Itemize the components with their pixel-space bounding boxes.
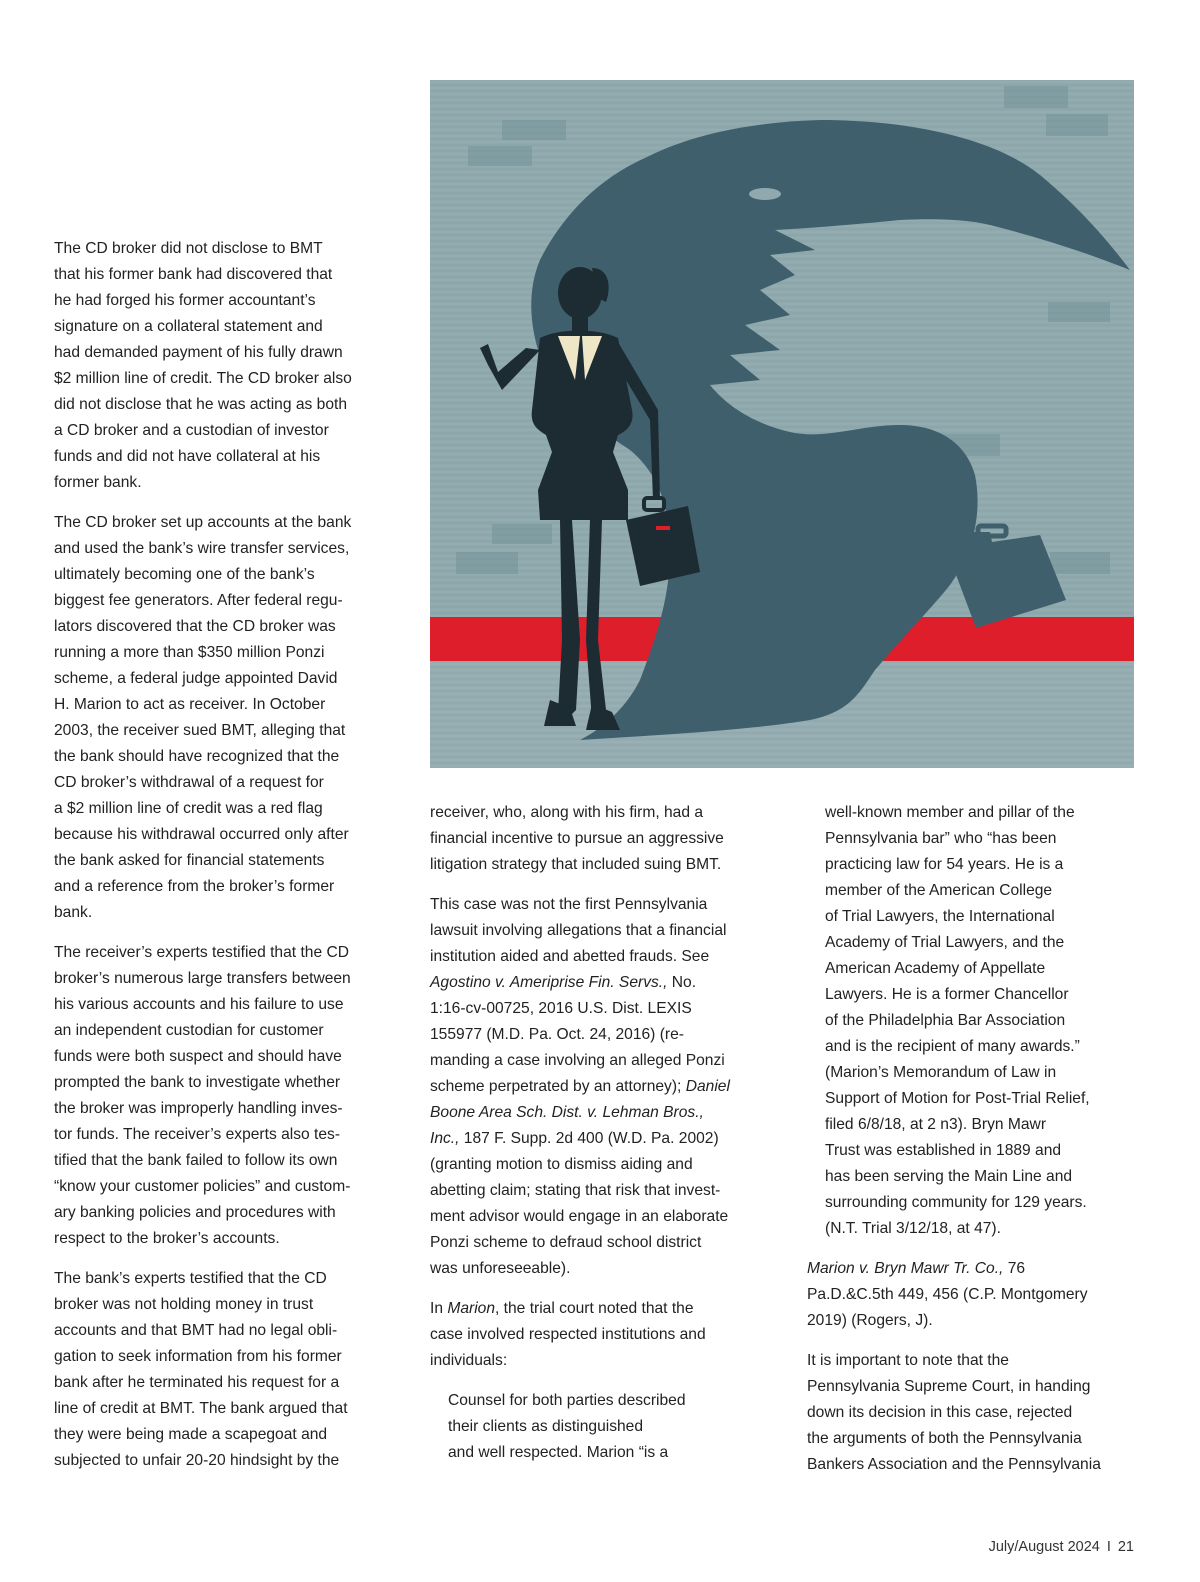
text-line: accounts and that BMT had no legal obli- bbox=[54, 1322, 338, 1339]
text-line: Counsel for both parties described bbox=[448, 1392, 686, 1409]
text-line: “know your customer policies” and custom- bbox=[54, 1178, 351, 1195]
text-fragment: No. bbox=[667, 974, 697, 991]
text-line: subjected to unfair 20-20 hindsight by the bbox=[54, 1452, 340, 1469]
text-line: Lawyers. He is a former Chancellor bbox=[825, 986, 1069, 1003]
text-line: Ponzi scheme to defraud school district bbox=[430, 1234, 702, 1251]
text-line: tified that the bank failed to follow its own bbox=[54, 1152, 338, 1169]
text-line: surrounding community for 129 years. bbox=[825, 1194, 1087, 1211]
text-line: It is important to note that the bbox=[807, 1352, 1009, 1369]
text-line: tor funds. The receiver’s experts also tes- bbox=[54, 1126, 341, 1143]
text-line: CD broker’s withdrawal of a request for bbox=[54, 774, 324, 791]
case-name-daniel-boone-cont: Boone Area Sch. Dist. v. Lehman Bros., bbox=[430, 1104, 704, 1121]
paragraph-cd-broker-disclosure bbox=[54, 236, 394, 496]
paragraph-receiver-experts bbox=[54, 940, 394, 1252]
text-line: was unforeseeable). bbox=[430, 1260, 571, 1277]
text-line: The CD broker did not disclose to BMT bbox=[54, 240, 323, 257]
text-line: funds and did not have collateral at his bbox=[54, 448, 321, 465]
text-line: an independent custodian for customer bbox=[54, 1022, 324, 1039]
text-line: lawsuit involving allegations that a financial bbox=[430, 922, 727, 939]
case-name-daniel-boone: Daniel bbox=[685, 1078, 730, 1095]
text-line bbox=[807, 1256, 1152, 1282]
text-line: a CD broker and a custodian of investor bbox=[54, 422, 329, 439]
text-line: The CD broker set up accounts at the bank bbox=[54, 514, 352, 531]
text-line: signature on a collateral statement and bbox=[54, 318, 323, 335]
text-line: he had forged his former accountant’s bbox=[54, 292, 316, 309]
text-line: because his withdrawal occurred only after bbox=[54, 826, 349, 843]
text-line: (N.T. Trial 3/12/18, at 47). bbox=[825, 1220, 1001, 1237]
text-line: scheme, a federal judge appointed David bbox=[54, 670, 338, 687]
text-line: of the Philadelphia Bar Association bbox=[825, 1012, 1066, 1029]
text-fragment: 76 bbox=[1003, 1260, 1026, 1277]
text-line: a $2 million line of credit was a red flag bbox=[54, 800, 323, 817]
text-line: ultimately becoming one of the bank’s bbox=[54, 566, 315, 583]
text-line: ment advisor would engage in an elaborate bbox=[430, 1208, 729, 1225]
block-quote-continued bbox=[807, 800, 1152, 1242]
text-line bbox=[430, 1074, 775, 1100]
paragraph-bank-experts bbox=[54, 1266, 394, 1474]
text-line: gation to seek information from his former bbox=[54, 1348, 342, 1365]
text-line: (Marion’s Memorandum of Law in bbox=[825, 1064, 1057, 1081]
text-line bbox=[430, 1126, 775, 1152]
text-line: of Trial Lawyers, the International bbox=[825, 908, 1055, 925]
text-line: 1:16-cv-00725, 2016 U.S. Dist. LEXIS bbox=[430, 1000, 692, 1017]
text-line: ary banking policies and procedures with bbox=[54, 1204, 336, 1221]
text-line: Bankers Association and the Pennsylvania bbox=[807, 1456, 1101, 1473]
text-line: had demanded payment of his fully drawn bbox=[54, 344, 343, 361]
case-citation bbox=[807, 1256, 1152, 1334]
text-line: filed 6/8/18, at 2 n3). Bryn Mawr bbox=[825, 1116, 1047, 1133]
left-column bbox=[54, 236, 394, 1488]
case-name-marion-v-bryn-mawr: Marion v. Bryn Mawr Tr. Co., bbox=[807, 1260, 1004, 1277]
text-line bbox=[430, 1296, 775, 1322]
text-line: the bank should have recognized that the bbox=[54, 748, 340, 765]
text-line: has been serving the Main Line and bbox=[825, 1168, 1073, 1185]
text-line: This case was not the first Pennsylvania bbox=[430, 896, 708, 913]
text-line: respect to the broker’s accounts. bbox=[54, 1230, 280, 1247]
text-line: abetting claim; stating that risk that invest- bbox=[430, 1182, 721, 1199]
text-line: Pa.D.&C.5th 449, 456 (C.P. Montgomery bbox=[807, 1286, 1088, 1303]
text-line: down its decision in this case, rejected bbox=[807, 1404, 1073, 1421]
text-line: individuals: bbox=[430, 1352, 508, 1369]
block-quote bbox=[430, 1388, 775, 1466]
text-line: broker’s numerous large transfers between bbox=[54, 970, 351, 987]
text-line: their clients as distinguished bbox=[448, 1418, 644, 1435]
text-line: Pennsylvania Supreme Court, in handing bbox=[807, 1378, 1091, 1395]
text-line: H. Marion to act as receiver. In October bbox=[54, 696, 326, 713]
text-line: receiver, who, along with his firm, had a bbox=[430, 804, 704, 821]
text-line: prompted the bank to investigate whether bbox=[54, 1074, 341, 1091]
text-line: well-known member and pillar of the bbox=[825, 804, 1075, 821]
text-line: the bank asked for financial statements bbox=[54, 852, 325, 869]
text-fragment: scheme perpetrated by an attorney); bbox=[430, 1078, 686, 1095]
text-line: line of credit at BMT. The bank argued that bbox=[54, 1400, 348, 1417]
text-line: litigation strategy that included suing BMT. bbox=[430, 856, 722, 873]
text-line: biggest fee generators. After federal regu- bbox=[54, 592, 343, 609]
footer-separator: I bbox=[1106, 1539, 1111, 1555]
text-line: the broker was improperly handling inves- bbox=[54, 1100, 343, 1117]
paragraph-marion-intro bbox=[430, 1296, 775, 1374]
text-line bbox=[430, 1100, 775, 1126]
text-line: Pennsylvania bar” who “has been bbox=[825, 830, 1057, 847]
text-line: funds were both suspect and should have bbox=[54, 1048, 342, 1065]
right-column bbox=[807, 800, 1152, 1492]
paragraph-prior-cases bbox=[430, 892, 775, 1282]
text-line: running a more than $350 million Ponzi bbox=[54, 644, 325, 661]
text-line: Academy of Trial Lawyers, and the bbox=[825, 934, 1065, 951]
text-line: and a reference from the broker’s former bbox=[54, 878, 335, 895]
text-fragment: 187 F. Supp. 2d 400 (W.D. Pa. 2002) bbox=[459, 1130, 719, 1147]
text-line: 155977 (M.D. Pa. Oct. 24, 2016) (re- bbox=[430, 1026, 684, 1043]
text-line: former bank. bbox=[54, 474, 142, 491]
text-line: manding a case involving an alleged Ponzi bbox=[430, 1052, 725, 1069]
text-line: case involved respected institutions and bbox=[430, 1326, 706, 1343]
text-line: The receiver’s experts testified that the CD bbox=[54, 944, 349, 961]
case-name-daniel-boone-end: Inc., bbox=[430, 1130, 460, 1147]
text-fragment: , the trial court noted that the bbox=[495, 1300, 694, 1317]
text-line: his various accounts and his failure to use bbox=[54, 996, 344, 1013]
text-line: and is the recipient of many awards.” bbox=[825, 1038, 1080, 1055]
text-line: Support of Motion for Post-Trial Relief, bbox=[825, 1090, 1090, 1107]
text-line: that his former bank had discovered that bbox=[54, 266, 333, 283]
text-line: did not disclose that he was acting as both bbox=[54, 396, 347, 413]
page-number: 21 bbox=[1117, 1539, 1134, 1555]
text-line: 2019) (Rogers, J). bbox=[807, 1312, 933, 1329]
text-line: they were being made a scapegoat and bbox=[54, 1426, 328, 1443]
paragraph-receiver-incentive bbox=[430, 800, 775, 878]
text-line: The bank’s experts testified that the CD bbox=[54, 1270, 327, 1287]
text-line: member of the American College bbox=[825, 882, 1053, 899]
text-line: $2 million line of credit. The CD broker also bbox=[54, 370, 352, 387]
text-line: and well respected. Marion “is a bbox=[448, 1444, 669, 1461]
text-line: institution aided and abetted frauds. See bbox=[430, 948, 710, 965]
page-footer bbox=[989, 1539, 1134, 1555]
text-line: bank. bbox=[54, 904, 93, 921]
text-line: bank after he terminated his request for a bbox=[54, 1374, 340, 1391]
text-line: financial incentive to pursue an aggressive bbox=[430, 830, 724, 847]
case-name-agostino: Agostino v. Ameriprise Fin. Servs., bbox=[430, 974, 668, 991]
text-line: 2003, the receiver sued BMT, alleging that bbox=[54, 722, 346, 739]
text-fragment: In bbox=[430, 1300, 448, 1317]
text-line: (granting motion to dismiss aiding and bbox=[430, 1156, 693, 1173]
text-line: lators discovered that the CD broker was bbox=[54, 618, 336, 635]
text-line: American Academy of Appellate bbox=[825, 960, 1046, 977]
text-line: Trust was established in 1889 and bbox=[825, 1142, 1062, 1159]
text-line: and used the bank’s wire transfer services, bbox=[54, 540, 350, 557]
text-line: the arguments of both the Pennsylvania bbox=[807, 1430, 1082, 1447]
case-name-marion: Marion bbox=[447, 1300, 496, 1317]
text-line bbox=[430, 970, 775, 996]
text-line: practicing law for 54 years. He is a bbox=[825, 856, 1064, 873]
text-line: broker was not holding money in trust bbox=[54, 1296, 314, 1313]
issue-date: July/August 2024 bbox=[988, 1539, 1100, 1555]
paragraph-accounts-and-receiver bbox=[54, 510, 394, 926]
middle-column bbox=[430, 800, 775, 1480]
paragraph-supreme-court bbox=[807, 1348, 1152, 1478]
shark-shadow-illustration bbox=[430, 80, 1134, 768]
